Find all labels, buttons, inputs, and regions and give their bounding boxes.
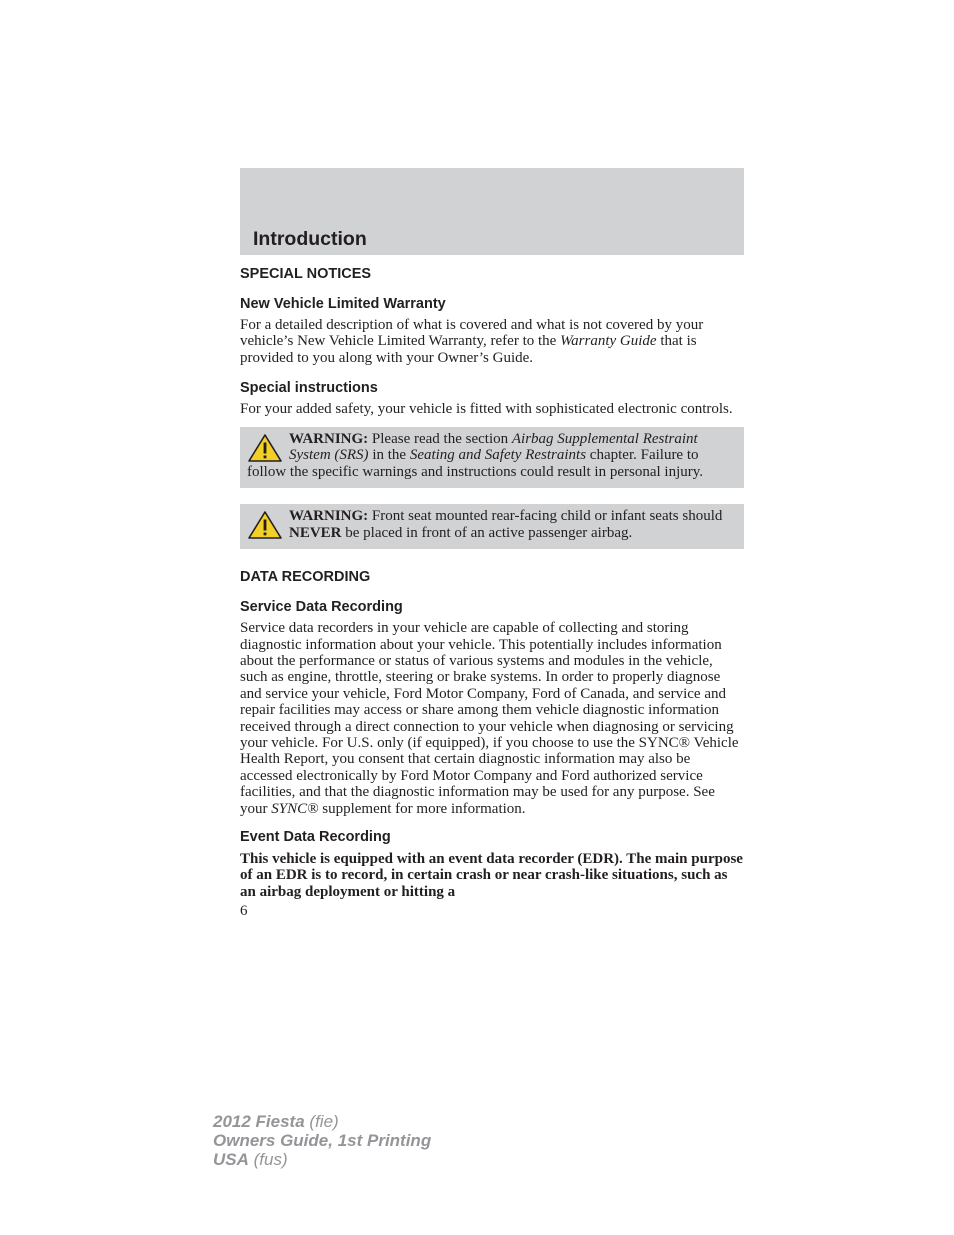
heading-special-instructions: Special instructions [240, 380, 378, 397]
heading-service-data-recording: Service Data Recording [240, 599, 403, 616]
footer-market: USA [213, 1150, 249, 1169]
warning-1-text-2: in the [368, 447, 410, 464]
warranty-text-1: For a detailed description of what is covered and what is not covered by your vehicle’s New Vehicle Limited Warranty, refer to the [240, 317, 704, 350]
warning-text-airbag-section [247, 431, 734, 481]
footer-line-market [213, 1150, 431, 1169]
service-text-1: Service data recorders in your vehicle are capable of collecting and storing diagnostic information about your vehicle. This potentially includes information about the performance or status of various systems and modules in the vehicle, such as engine, throttle, steering or brake systems. In order to properly diagnose and service your vehicle, Ford Motor Company, Ford of Canada, and service and repair facilities may access or share among them vehicle diagnostic information received through a direct connection to your vehicle when diagnosing or servicing your vehicle. For U.S. only (if equipped), if you choose to use the SYNC® Vehicle Health Report, you consent that certain diagnostic information may also be accessed electronically by Ford Motor Company and Ford authorized service facilities, and that the diagnostic information may be used for any purpose. See your [240, 620, 739, 817]
footer-print-info [213, 1112, 431, 1169]
warning-label: WARNING: [289, 430, 369, 447]
section-header-band [240, 168, 744, 255]
warning-triangle-icon [247, 433, 283, 463]
warning-label: WARNING: [289, 508, 369, 525]
sync-supplement-ref: SYNC® [271, 800, 319, 817]
warning-box-airbag-section [240, 427, 744, 489]
section-title: Introduction [253, 228, 367, 250]
warning-1-text-3: chapter. Failure to follow the specific warnings and instructions could result in personal injury. [247, 447, 704, 480]
warning-1-text-1: Please read the section [368, 430, 512, 447]
heading-data-recording: DATA RECORDING [240, 569, 371, 586]
warning-2-text-2: be placed in front of an active passenger airbag. [341, 524, 633, 541]
paragraph-warranty [240, 317, 744, 366]
page-content [240, 266, 744, 920]
warning-2-text-1: Front seat mounted rear-facing child or infant seats should [368, 508, 723, 525]
heading-special-notices: SPECIAL NOTICES [240, 266, 372, 282]
warning-2-emphasis: NEVER [289, 524, 342, 541]
paragraph-service-data-recording [240, 620, 744, 817]
warning-1-chapter-ref: Seating and Safety Restraints [409, 447, 587, 464]
event-text-bold: This vehicle is equipped with an event data recorder (EDR). The main purpose of an EDR is to record, in certain crash or near crash-like situations, such as an airbag deployment or hitting a [240, 851, 743, 900]
footer-model: 2012 Fiesta [213, 1112, 305, 1131]
warning-text-child-seat [247, 508, 734, 541]
warranty-text-2: that is provided to you along with your Owner’s Guide. [240, 333, 697, 366]
footer-model-code: (fie) [304, 1112, 339, 1131]
warranty-guide-title: Warranty Guide [560, 333, 657, 350]
heading-new-vehicle-warranty: New Vehicle Limited Warranty [240, 296, 446, 312]
warning-box-child-seat [240, 504, 744, 549]
warning-triangle-icon [247, 510, 283, 540]
service-text-2: supplement for more information. [318, 800, 526, 817]
paragraph-special-instructions: For your added safety, your vehicle is fitted with sophisticated electronic controls. [240, 401, 733, 418]
warning-1-section-ref: Airbag Supplemental Restraint System (SRS) [289, 430, 698, 464]
footer-line-model [213, 1112, 431, 1131]
paragraph-event-data-recording [240, 851, 744, 900]
page-number: 6 [240, 903, 248, 920]
heading-event-data-recording: Event Data Recording [240, 829, 391, 845]
footer-line-printing [213, 1131, 431, 1150]
footer-market-code: (fus) [248, 1150, 288, 1169]
footer-printing: Owners Guide, 1st Printing [213, 1131, 432, 1150]
